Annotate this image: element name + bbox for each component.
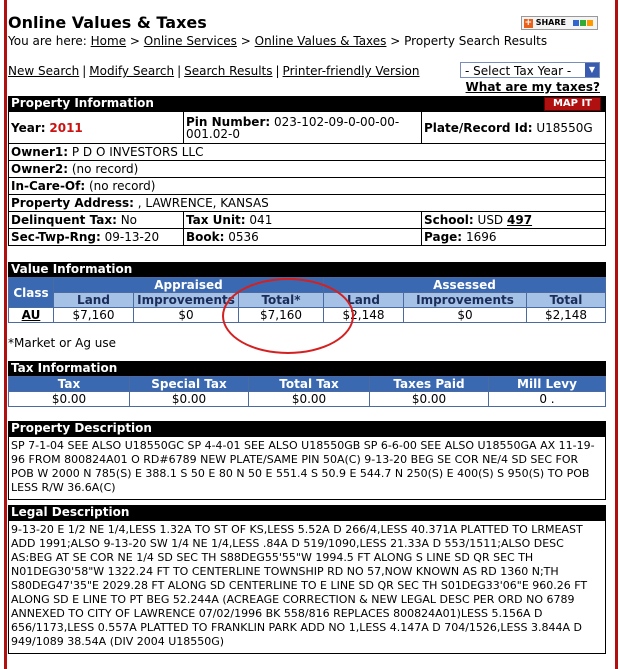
social-icon (573, 20, 579, 26)
book-value: 0536 (228, 230, 259, 244)
tax-value: $0.00 (9, 392, 130, 407)
appraised-total-header: Total* (239, 293, 324, 308)
share-label: SHARE (535, 18, 566, 27)
tax-year-select-value: - Select Tax Year - (465, 64, 572, 78)
value-table (8, 277, 606, 323)
tax-unit-value: 041 (249, 213, 273, 227)
tax-unit-cell (184, 212, 422, 229)
title-bar (8, 13, 606, 33)
plate-value: U18550G (536, 120, 593, 135)
appraised-land-header: Land (54, 293, 134, 308)
tax-table (8, 376, 606, 407)
share-plus-icon: + (524, 17, 532, 28)
assessed-total-header: Total (527, 293, 606, 308)
appraised-total-value: $7,160 (239, 308, 324, 323)
breadcrumb-prefix: You are here: (8, 34, 87, 48)
tax-year-select[interactable] (460, 62, 600, 78)
school-prefix: USD (477, 213, 504, 227)
chevron-down-icon[interactable]: ▼ (585, 63, 599, 77)
class-link[interactable]: AU (21, 308, 41, 322)
class-header: Class (9, 278, 54, 308)
special-tax-value: $0.00 (130, 392, 249, 407)
owner2-label: Owner2: (11, 162, 69, 176)
owner1-cell (9, 144, 606, 161)
modify-search-link[interactable]: Modify Search (89, 64, 175, 78)
care-of-value: (no record) (88, 179, 156, 193)
breadcrumb-home-link[interactable]: Home (90, 34, 127, 48)
section-title: Property Information (11, 96, 154, 110)
property-description-text: SP 7-1-04 SEE ALSO U18550GC SP 4-4-01 SEE ALSO U18550GB SP 6-6-00 SEE ALSO U18550GA AX 11-19-96 FROM 800824A01 O RD#6789 NEW PLATE/SAME PIN 50A(C) 9-13-20 BEG SE COR NE/4 SD SEC FOR POB W 2000 N 785(S) E 388.1 S 50 E 80 N 50 E 551.4 S 50.9 E 544.7 N 250(S) E 400(S) S 950(S) TO POB LESS R/W 36.6A(C) (8, 436, 606, 500)
str-label: Sec-Twp-Rng: (11, 230, 101, 244)
year-label: Year: (11, 120, 46, 135)
table-row (9, 392, 606, 407)
owner2-value: (no record) (71, 162, 139, 176)
plate-cell (422, 112, 606, 144)
taxes-paid-value: $0.00 (370, 392, 489, 407)
year-value: 2011 (49, 120, 83, 135)
care-of-label: In-Care-Of: (11, 179, 86, 193)
mill-levy-header: Mill Levy (489, 377, 606, 392)
toolbar-separator: | (275, 64, 280, 78)
assessed-improvements-value: $0 (404, 308, 527, 323)
special-tax-header: Special Tax (130, 377, 249, 392)
map-it-button[interactable]: MAP IT (544, 97, 601, 111)
assessed-land-value: $2,148 (324, 308, 404, 323)
school-label: School: (424, 213, 474, 227)
appraised-land-value: $7,160 (54, 308, 134, 323)
plate-label: Plate/Record Id: (424, 120, 533, 135)
tax-unit-label: Tax Unit: (186, 213, 246, 227)
year-cell (9, 112, 184, 144)
delinquent-value: No (120, 213, 138, 227)
owner1-value: P D O INVESTORS LLC (71, 145, 204, 159)
assessed-land-header: Land (324, 293, 404, 308)
social-icon (580, 20, 586, 26)
property-description-section (8, 421, 606, 500)
property-description-header: Property Description (8, 421, 606, 436)
book-label: Book: (186, 230, 225, 244)
property-information-section (8, 96, 606, 246)
value-information-header: Value Information (8, 262, 606, 277)
owner2-cell (9, 161, 606, 178)
tax-information-header: Tax Information (8, 361, 606, 376)
owner1-label: Owner1: (11, 145, 69, 159)
appraised-header: Appraised (54, 278, 324, 293)
str-value: 09-13-20 (104, 230, 160, 244)
search-toolbar (8, 64, 420, 78)
care-of-cell (9, 178, 606, 195)
what-are-my-taxes-link[interactable]: What are my taxes? (465, 80, 600, 94)
table-row (9, 308, 606, 323)
value-information-section (8, 262, 606, 323)
search-results-link[interactable]: Search Results (184, 64, 273, 78)
appraised-improvements-value: $0 (134, 308, 239, 323)
assessed-improvements-header: Improvements (404, 293, 527, 308)
legal-description-text: 9-13-20 E 1/2 NE 1/4,LESS 1.32A TO ST OF KS,LESS 5.52A D 266/4,LESS 40.371A PLATTED TO LRMEAST ADD 1991;ALSO 9-13-20 SW 1/4 NE 1/4,LESS .84A D 519/1090,LESS 21.33A D 553/1511;ALSO DESC AS:BEG AT SE COR NE 1/4 SD SEC TH S88DEG55'55"W 1994.5 FT ALONG S LINE SD QR SEC TH N01DEG30'58"W 1322.24 FT TO CENTERLINE TOWNSHIP RD NO 57,NOW KNOWN AS RD 1360 N;TH S80DEG47'35"E 2029.28 FT ALONG SD CENTERLINE TO E LINE SD QR SEC TH S01DEG33'06"E 960.26 FT ALONG SD E LINE TO PT BEG 52.244A (ACREAGE CORRECTION & NEW LEGAL DESC PER ORD NO 6789 ANNEXED TO CITY OF LAWRENCE 07/02/1996 BK 558/816 REPLACES 800824A01)LESS 5.156A D 656/1173,LESS 0.557A PLATTED TO FRANKLIN PARK ADD NO 1,LESS 4.147A D 704/1526,LESS 3.844A D 949/1089 38.54A (DIV 2004 U18550G) (8, 520, 606, 654)
total-tax-header: Total Tax (249, 377, 370, 392)
breadcrumb-online-services-link[interactable]: Online Services (143, 34, 237, 48)
class-cell (9, 308, 54, 323)
tax-information-section (8, 361, 606, 407)
printer-friendly-link[interactable]: Printer-friendly Version (282, 64, 420, 78)
breadcrumb-separator: > (129, 34, 140, 48)
legal-description-section (8, 505, 606, 654)
new-search-link[interactable]: New Search (8, 64, 80, 78)
assessed-header: Assessed (324, 278, 606, 293)
taxes-paid-header: Taxes Paid (370, 377, 489, 392)
str-cell (9, 229, 184, 246)
assessed-total-value: $2,148 (527, 308, 606, 323)
pin-value: 023-102-09-0-00-00-001.02-0 (186, 114, 400, 141)
breadcrumb-separator: > (240, 34, 251, 48)
delinquent-cell (9, 212, 184, 229)
address-cell (9, 195, 606, 212)
page-title: Online Values & Taxes (8, 13, 207, 32)
tax-header: Tax (9, 377, 130, 392)
appraised-improvements-header: Improvements (134, 293, 239, 308)
page-cell (422, 229, 606, 246)
pin-cell (184, 112, 422, 144)
breadcrumb (8, 34, 547, 48)
property-info-table (8, 111, 606, 246)
address-value: , LAWRENCE, KANSAS (137, 196, 269, 210)
toolbar-separator: | (177, 64, 182, 78)
book-cell (184, 229, 422, 246)
social-icon (587, 20, 593, 26)
school-link[interactable]: 497 (507, 213, 533, 227)
page-content (8, 0, 606, 648)
mill-levy-value: 0 . (489, 392, 606, 407)
breadcrumb-current: Property Search Results (404, 34, 548, 48)
total-tax-value: $0.00 (249, 392, 370, 407)
breadcrumb-online-values-link[interactable]: Online Values & Taxes (254, 34, 387, 48)
toolbar-separator: | (82, 64, 87, 78)
share-button[interactable] (521, 16, 598, 30)
pin-label: Pin Number: (186, 114, 271, 129)
page-value: 1696 (465, 230, 497, 244)
property-information-header (8, 96, 606, 111)
page-label: Page: (424, 230, 463, 244)
address-label: Property Address: (11, 196, 134, 210)
share-service-icons (573, 20, 593, 26)
breadcrumb-separator: > (390, 34, 401, 48)
school-cell (422, 212, 606, 229)
delinquent-label: Delinquent Tax: (11, 213, 117, 227)
market-footnote: *Market or Ag use (8, 336, 117, 350)
legal-description-header: Legal Description (8, 505, 606, 520)
